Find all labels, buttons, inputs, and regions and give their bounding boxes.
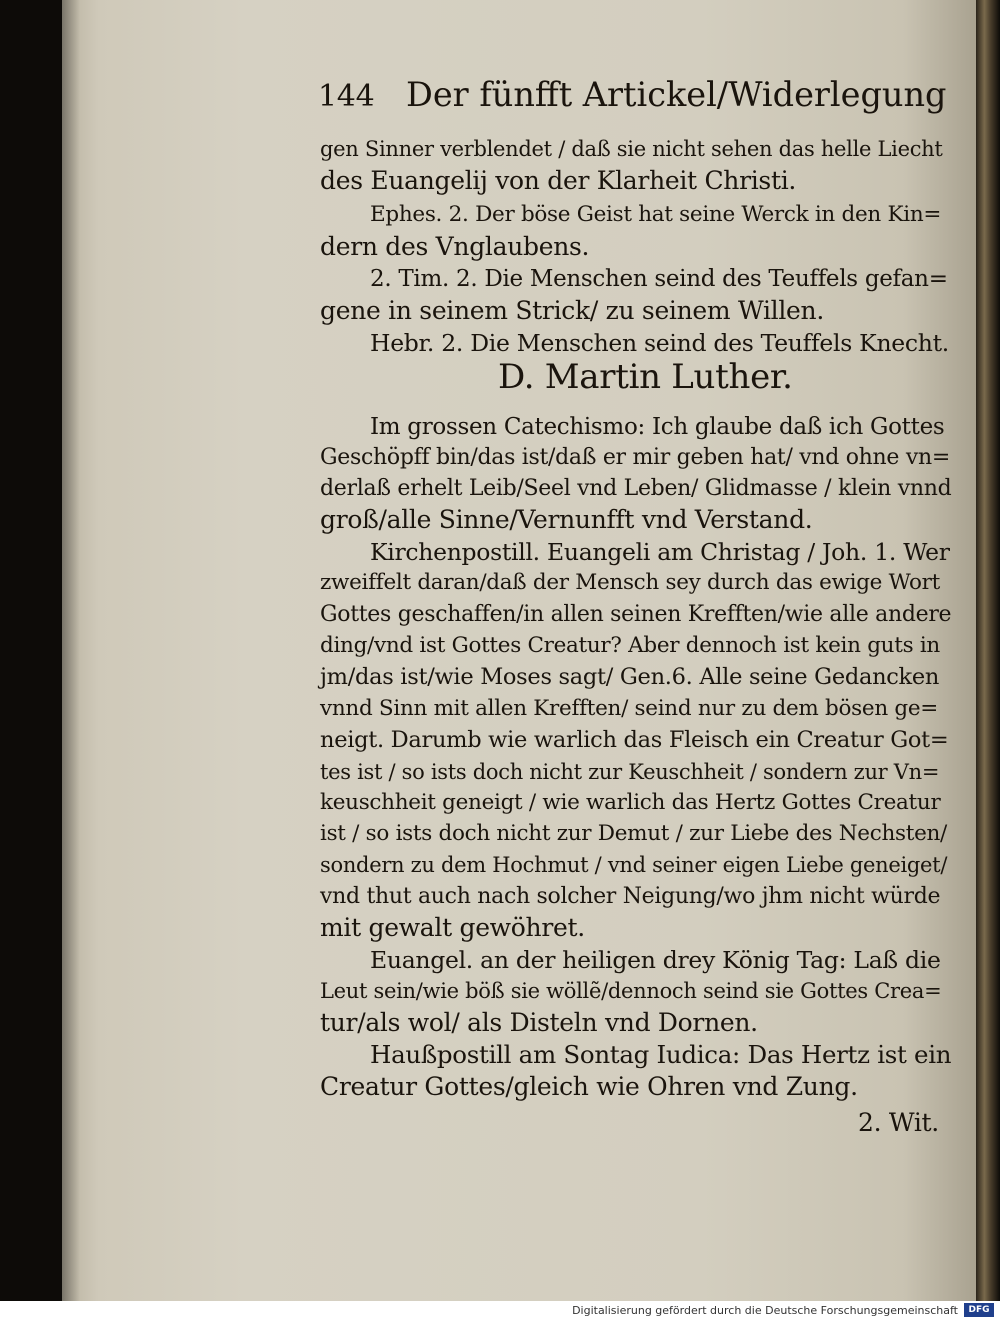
footer-bar: [0, 1301, 1000, 1321]
text-line: des Euangelij von der Klarheit Christi.: [320, 166, 797, 195]
text-line: Im grossen Catechismo: Ich glaube daß ich Gottes: [370, 414, 945, 440]
text-line: derlaß erhelt Leib/Seel vnd Leben/ Glidmasse / klein vnnd: [320, 476, 952, 501]
text-line: Leut sein/wie böß sie wöllẽ/dennoch seind sie Gottes Crea=: [320, 979, 942, 1003]
text-line: 2. Tim. 2. Die Menschen seind des Teuffels gefan=: [370, 266, 948, 292]
text-line: Gottes geschaffen/in allen seinen Krefften/wie alle andere: [320, 602, 952, 627]
dfg-logo: DFG: [964, 1303, 994, 1317]
text-line: zweiffelt daran/daß der Mensch sey durch das ewige Wort: [320, 570, 940, 595]
running-title: Der fünfft Artickel/Widerlegung: [406, 75, 947, 114]
text-line: sondern zu dem Hochmut / vnd seiner eigen Liebe geneiget/: [320, 853, 948, 877]
text-line: vnd thut auch nach solcher Neigung/wo jhm nicht würde: [320, 884, 941, 909]
section-heading: D. Martin Luther.: [498, 357, 793, 397]
text-line: mit gewalt gewöhret.: [320, 913, 585, 942]
catchword: 2. Wit.: [858, 1108, 939, 1137]
text-line: ding/vnd ist Gottes Creatur? Aber dennoch ist kein guts in: [320, 633, 940, 658]
text-line: gene in seinem Strick/ zu seinem Willen.: [320, 296, 824, 325]
text-line: tur/als wol/ als Disteln vnd Dornen.: [320, 1008, 758, 1037]
text-line: Geschöpff bin/das ist/daß er mir geben hat/ vnd ohne vn=: [320, 445, 950, 470]
text-line: groß/alle Sinne/Vernunfft vnd Verstand.: [320, 505, 813, 534]
text-line: dern des Vnglaubens.: [320, 232, 590, 261]
text-line: Creatur Gottes/gleich wie Ohren vnd Zung.: [320, 1072, 858, 1101]
text-line: vnnd Sinn mit allen Krefften/ seind nur zu dem bösen ge=: [320, 696, 938, 721]
text-line: neigt. Darumb wie warlich das Fleisch ein Creatur Got=: [320, 727, 949, 753]
text-line: tes ist / so ists doch nicht zur Keuschheit / sondern zur Vn=: [320, 760, 940, 784]
text-line: Kirchenpostill. Euangeli am Christag / Joh. 1. Wer: [370, 538, 950, 566]
book-edge: [976, 0, 1000, 1301]
text-line: gen Sinner verblendet / daß sie nicht sehen das helle Liecht: [320, 137, 943, 161]
page-number: 144: [318, 79, 375, 114]
text-line: Haußpostill am Sontag Iudica: Das Hertz ist ein: [370, 1040, 952, 1069]
text-line: ist / so ists doch nicht zur Demut / zur Liebe des Nechsten/: [320, 821, 947, 846]
text-line: keuschheit geneigt / wie warlich das Hertz Gottes Creatur: [320, 790, 941, 815]
text-line: Hebr. 2. Die Menschen seind des Teuffels Knecht.: [370, 329, 949, 357]
text-line: Euangel. an der heiligen drey König Tag: Laß die: [370, 946, 941, 974]
gutter-shadow: [62, 0, 80, 1301]
text-line: jm/das ist/wie Moses sagt/ Gen.6. Alle seine Gedancken: [320, 664, 940, 690]
text-line: Ephes. 2. Der böse Geist hat seine Werck in den Kin=: [370, 202, 942, 227]
funding-credit: Digitalisierung gefördert durch die Deutsche Forschungsgemeinschaft: [572, 1304, 958, 1317]
